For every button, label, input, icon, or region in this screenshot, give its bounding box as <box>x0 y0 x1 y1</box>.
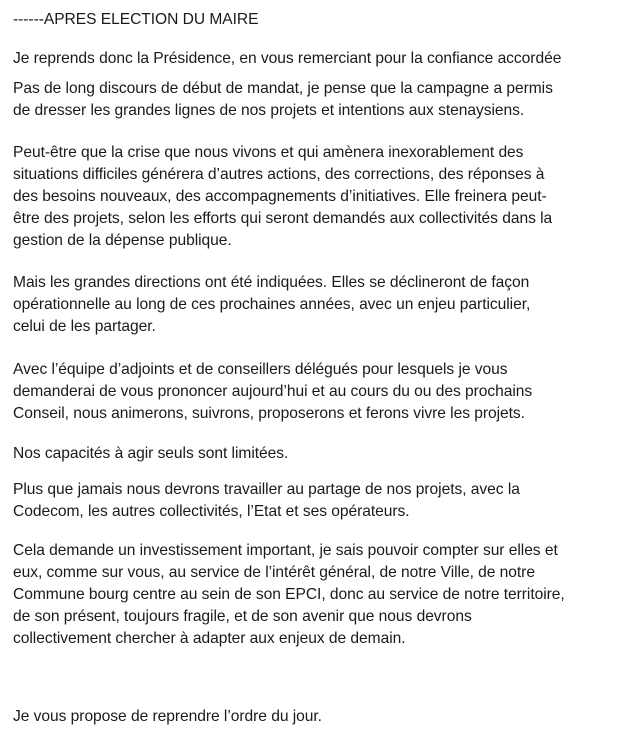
paragraph-capacites: Nos capacités à agir seuls sont limitées. <box>13 445 289 462</box>
paragraph-discours: Pas de long discours de début de mandat, je pense que la campagne a permis de dresser les grandes lignes de nos projets et intentions aux stenaysiens. <box>13 80 553 119</box>
paragraph-equipe: Avec l’équipe d’adjoints et de conseillers délégués pour lesquels je vous demanderai de vous prononcer aujourd’hui et au cours du ou des prochains Conseil, nous animerons, suivrons, proposerons et ferons vivre les projets. <box>13 361 533 422</box>
paragraph-presidence: Je reprends donc la Présidence, en vous remerciant pour la confiance accordée <box>13 50 562 67</box>
paragraph-investissement: Cela demande un investissement important, je sais pouvoir compter sur elles et eux, comme sur vous, au service de l’intérêt général, de notre Ville, de notre Commune bourg centre au sein de son EPCI, donc au service de notre territoire, de son présent, toujours fragile, et de son avenir que nous devrons collectivement chercher à adapter aux enjeux de demain. <box>13 542 565 647</box>
paragraph-directions: Mais les grandes directions ont été indiquées. Elles se déclineront de façon opérationnelle au long de ces prochaines années, avec un enjeu particulier, celui de les partager. <box>13 274 531 335</box>
paragraph-ordre-du-jour: Je vous propose de reprendre l’ordre du jour. <box>13 708 322 725</box>
document-heading: ------APRES ELECTION DU MAIRE <box>13 11 259 28</box>
paragraph-partage: Plus que jamais nous devrons travailler au partage de nos projets, avec la Codecom, les autres collectivités, l’Etat et ses opérateurs. <box>13 481 520 520</box>
paragraph-crise: Peut-être que la crise que nous vivons et qui amènera inexorablement des situations difficiles générera d’autres actions, des corrections, des réponses à des besoins nouveaux, des accompagnements d’initiatives. Elle freinera peut- être des projets, selon les efforts qui seront demandés aux collectivités dans la gestion de la dépense publique. <box>13 144 553 249</box>
